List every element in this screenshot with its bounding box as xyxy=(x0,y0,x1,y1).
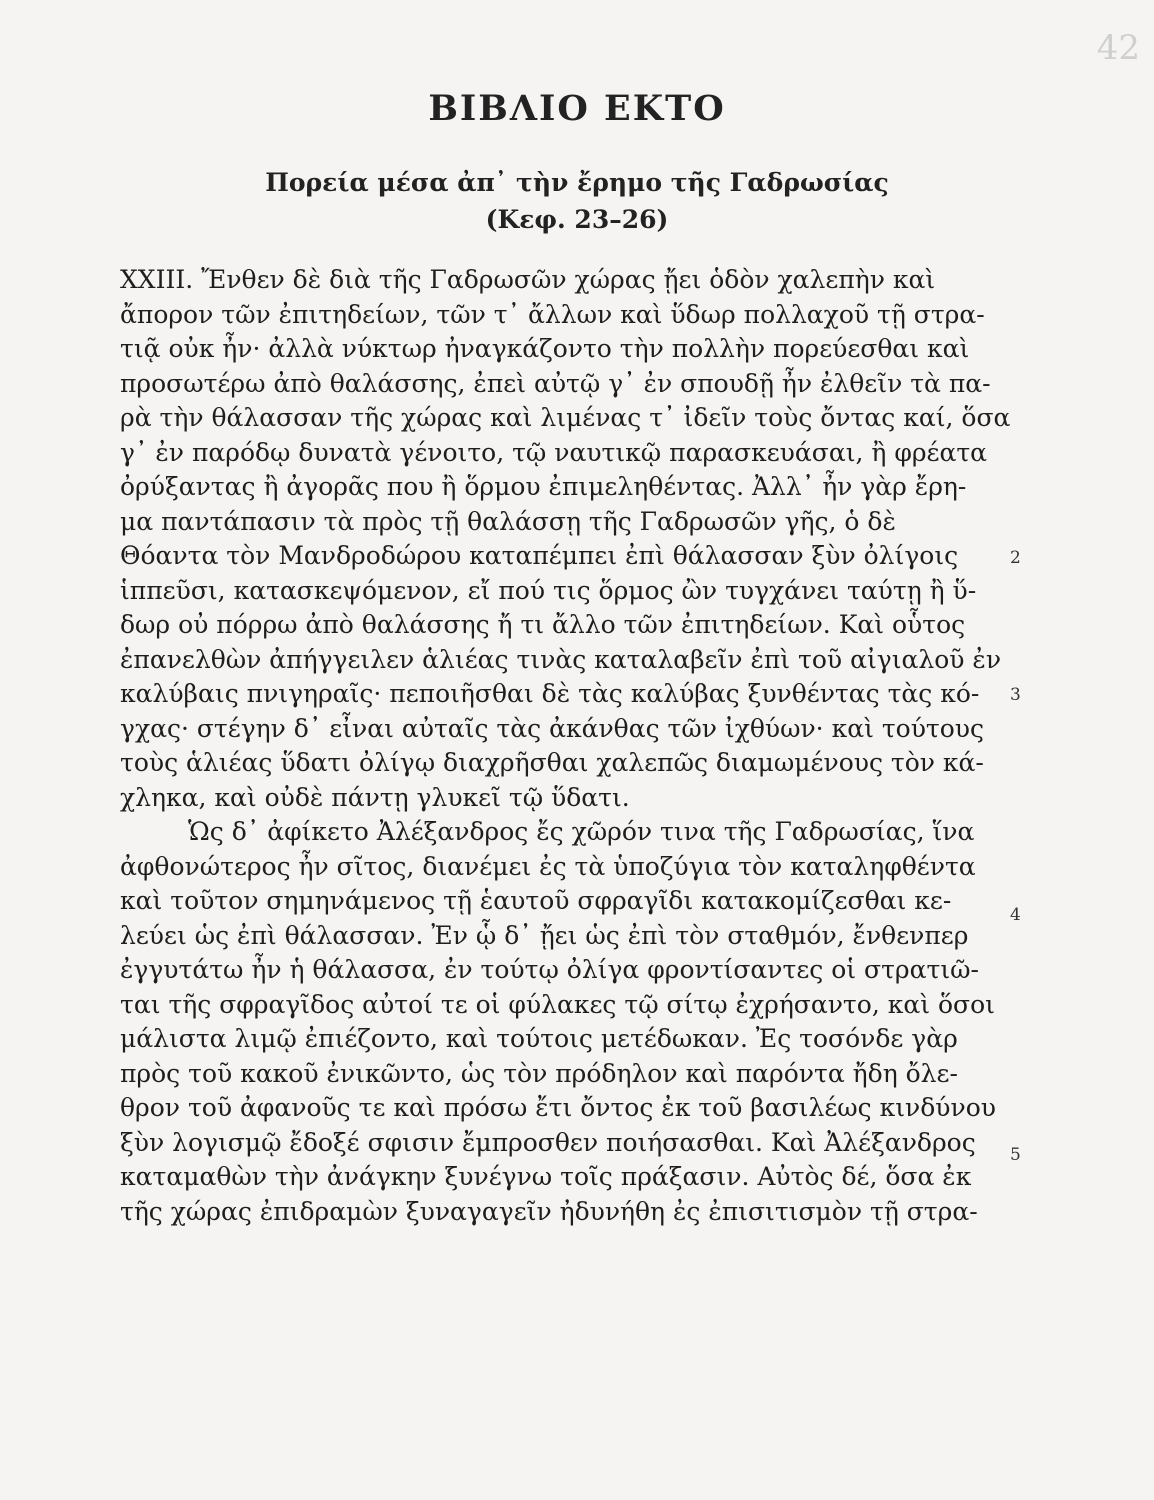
text-line: ἐγγυτάτω ἦν ἡ θάλασσα, ἐν τούτῳ ὀλίγα φροντίσαντες οἱ στρατιῶ- xyxy=(120,955,979,984)
text-line: καλύβαις πνιγηραῖς· πεποιῆσθαι δὲ τὰς καλύβας ξυνθέντας τὰς κό- xyxy=(120,679,980,708)
text-line: καὶ τοῦτον σημηνάμενος τῇ ἑαυτοῦ σφραγῖδι κατακομίζεσθαι κε- xyxy=(120,886,952,915)
margin-section-number: 5 xyxy=(1010,1145,1021,1165)
main-text xyxy=(120,263,1011,1229)
text-line: προσωτέρω ἀπὸ θαλάσσης, ἐπεὶ αὐτῷ γ᾽ ἐν σπουδῇ ἦν ἐλθεῖν τὰ πα- xyxy=(120,368,991,398)
book-title: ΒΙΒΛΙΟ ΕΚΤΟ xyxy=(428,88,726,129)
text-line: ἐπανελθὼν ἀπήγγειλεν ἁλιέας τινὰς καταλαβεῖν ἐπὶ τοῦ αἰγιαλοῦ ἐν xyxy=(120,644,1002,674)
text-line: ρὰ τὴν θάλασσαν τῆς χώρας καὶ λιμένας τ᾽ ἰδεῖν τοὺς ὄντας καί, ὅσα xyxy=(120,403,1011,432)
chapter-reference: (Κεφ. 23–26) xyxy=(485,205,669,234)
text-line: ἱππεῦσι, κατασκεψόμενον, εἴ πού τις ὅρμος ὢν τυγχάνει ταύτῃ ἢ ὕ- xyxy=(120,575,977,605)
text-line: γ᾽ ἐν παρόδῳ δυνατὰ γένοιτο, τῷ ναυτικῷ παρασκευάσαι, ἢ φρέατα xyxy=(120,437,988,467)
text-line: τῆς χώρας ἐπιδραμὼν ξυναγαγεῖν ἠδυνήθη ἐς ἐπισιτισμὸν τῇ στρα- xyxy=(120,1196,978,1226)
text-line: τιᾷ οὐκ ἦν· ἀλλὰ νύκτωρ ἠναγκάζοντο τὴν πολλὴν πορεύεσθαι καὶ xyxy=(120,334,970,363)
text-line: ἄπορον τῶν ἐπιτηδείων, τῶν τ᾽ ἄλλων καὶ ὕδωρ πολλαχοῦ τῇ στρα- xyxy=(120,299,985,329)
text-line: δωρ οὐ πόρρω ἀπὸ θαλάσσης ἤ τι ἄλλο τῶν ἐπιτηδείων. Καὶ οὗτος xyxy=(120,610,966,639)
text-line: ξὺν λογισμῷ ἔδοξέ σφισιν ἔμπροσθεν ποιήσασθαι. Καὶ Ἀλέξανδρος xyxy=(120,1127,976,1157)
text-line: Θόαντα τὸν Μανδροδώρου καταπέμπει ἐπὶ θάλασσαν ξὺν ὀλίγοις xyxy=(120,541,959,570)
margin-section-number: 2 xyxy=(1010,548,1021,568)
text-line: καταμαθὼν τὴν ἀνάγκην ξυνέγνω τοῖς πράξασιν. Αὐτὸς δέ, ὅσα ἐκ xyxy=(120,1162,972,1191)
text-line: μάλιστα λιμῷ ἐπιέζοντο, καὶ τούτοις μετέδωκαν. Ἐς τοσόνδε γὰρ xyxy=(120,1024,958,1053)
text-line: τοὺς ἁλιέας ὕδατι ὀλίγῳ διαχρῆσθαι χαλεπῶς διαμωμένους τὸν κά- xyxy=(120,748,984,777)
text-line: λεύει ὡς ἐπὶ θάλασσαν. Ἐν ᾧ δ᾽ ᾔει ὡς ἐπὶ τὸν σταθμόν, ἔνθενπερ xyxy=(120,920,969,950)
text-line: ται τῆς σφραγῖδος αὐτοί τε οἱ φύλακες τῷ σίτῳ ἐχρήσαντο, καὶ ὅσοι xyxy=(120,989,995,1019)
section-subtitle: Πορεία μέσα ἀπ᾽ τὴν ἔρημο τῆς Γαδρωσίας xyxy=(265,168,889,197)
text-line: μα παντάπασιν τὰ πρὸς τῇ θαλάσσῃ τῆς Γαδρωσῶν γῆς, ὁ δὲ xyxy=(120,506,896,536)
text-line: ἀφθονώτερος ἦν σῖτος, διανέμει ἐς τὰ ὑποζύγια τὸν καταληφθέντα xyxy=(120,851,976,881)
text-line: πρὸς τοῦ κακοῦ ἐνικῶντο, ὡς τὸν πρόδηλον καὶ παρόντα ἤδη ὄλε- xyxy=(120,1058,958,1088)
text-line: Ὡς δ᾽ ἀφίκετο Ἀλέξανδρος ἔς χῶρόν τινα τῆς Γαδρωσίας, ἵνα xyxy=(188,817,975,846)
text-line: γχας· στέγην δ᾽ εἶναι αὐταῖς τὰς ἀκάνθας τῶν ἰχθύων· καὶ τούτους xyxy=(120,713,984,743)
text-line: χληκα, καὶ οὐδὲ πάντῃ γλυκεῖ τῷ ὕδατι. xyxy=(120,782,630,812)
margin-section-number: 4 xyxy=(1010,905,1021,925)
page-number: 42 xyxy=(1096,28,1140,68)
margin-section-number: 3 xyxy=(1010,685,1021,705)
text-line: XXIII. Ἔνθεν δὲ διὰ τῆς Γαδρωσῶν χώρας ᾔει ὁδὸν χαλεπὴν καὶ xyxy=(120,265,936,294)
text-line: ὀρύξαντας ἢ ἀγορᾶς που ἢ ὅρμου ἐπιμεληθέντας. Ἀλλ᾽ ἦν γὰρ ἔρη- xyxy=(120,472,967,501)
text-line: θρον τοῦ ἀφανοῦς τε καὶ πρόσω ἔτι ὄντος ἐκ τοῦ βασιλέως κινδύνου xyxy=(120,1093,996,1122)
